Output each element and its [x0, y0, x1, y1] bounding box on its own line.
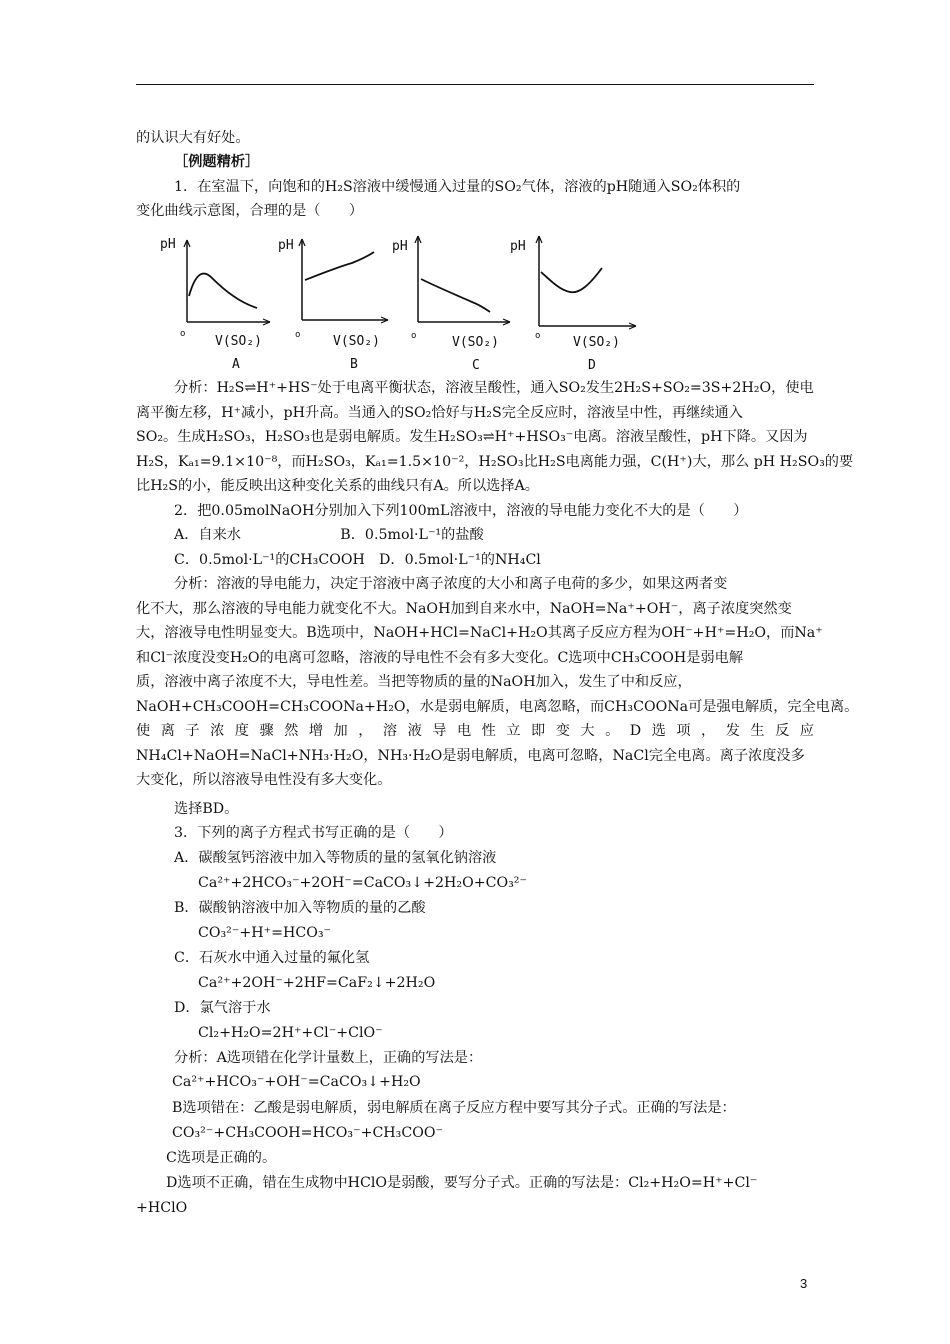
graph-c	[392, 236, 510, 373]
equation-line: Ca²⁺+2HCO₃⁻+2OH⁻=CaCO₃↓+2H₂O+CO₃²⁻	[198, 875, 527, 891]
text-line: 的认识大有好处。	[136, 130, 250, 146]
text-line: 大，溶液导电性明显变大。B选项中，NaOH+HCl=NaCl+H₂O其离子反应方程为OH⁻+H⁺=H₂O，而Na⁺	[136, 625, 823, 641]
ph-graphs-figure	[160, 226, 650, 376]
graph-a	[160, 237, 270, 372]
text-line: 化不大，那么溶液的导电能力就变化不大。NaOH加到自来水中，NaOH=Na⁺+OH⁻，离子浓度突然变	[136, 601, 792, 617]
text-line: NH₄Cl+NaOH=NaCl+NH₃·H₂O，NH₃·H₂O是弱电解质，电离可忽略，NaCl完全电离。离子浓度没多	[136, 748, 805, 764]
graph-xlabel: V(SO₂)	[452, 335, 499, 350]
option-line: C．石灰水中通入过量的氟化氢	[174, 950, 370, 966]
graph-ylabel: pH	[510, 239, 526, 254]
axis-arrows	[536, 236, 636, 329]
analysis-2: 分析：溶液的导电能力，决定于溶液中离子浓度的大小和离子电荷的多少，如果这两者变	[174, 576, 728, 592]
option-line: A．自来水 B．0.5mol·L⁻¹的盐酸	[174, 527, 484, 543]
graph-option-label: C	[472, 358, 480, 373]
graph-option-label: B	[350, 357, 358, 372]
curve-d	[541, 268, 602, 292]
text-line: 和Cl⁻浓度没变H₂O的电离可忽略，溶液的导电性不会有多大变化。C选项中CH₃COOH是弱电解	[136, 650, 744, 666]
option-line: C．0.5mol·L⁻¹的CH₃COOH D．0.5mol·L⁻¹的NH₄Cl	[174, 552, 541, 568]
text-line: D选项不正确，错在生成物中HClO是弱酸，要写分子式。正确的写法是：Cl₂+H₂O=H⁺+Cl⁻	[166, 1175, 758, 1191]
graph-origin: o	[180, 329, 186, 339]
equation-line: Ca²⁺+HCO₃⁻+OH⁻=CaCO₃↓+H₂O	[172, 1074, 421, 1090]
curve-a	[189, 274, 257, 308]
graph-xlabel: V(SO₂)	[573, 335, 620, 350]
axis-arrows	[184, 240, 270, 325]
curve-c	[421, 279, 490, 312]
text-line: +HClO	[136, 1200, 188, 1216]
graph-xlabel: V(SO₂)	[333, 334, 380, 349]
graph-option-label: A	[232, 357, 240, 372]
equation-line: Ca²⁺+2OH⁻+2HF=CaF₂↓+2H₂O	[198, 975, 436, 991]
text-line: C选项是正确的。	[166, 1150, 277, 1166]
text-line: NaOH+CH₃COOH=CH₃COONa+H₂O，水是弱电解质，电离忽略，而CH₃COONa可是强电解质，完全电离。	[136, 699, 859, 715]
graph-xlabel: V(SO₂)	[215, 334, 262, 349]
graph-origin: o	[535, 331, 541, 341]
section-heading: ［例题精析］	[174, 154, 260, 170]
curve-b	[305, 252, 374, 280]
question-3: 3．下列的离子方程式书写正确的是（ ）	[174, 825, 453, 841]
text-line: H₂S，Kₐ₁=9.1×10⁻⁸，而H₂SO₃，Kₐ₁=1.5×10⁻²，H₂SO₃比H₂S电离能力强，C(H⁺)大，那么 pH H₂SO₃的要	[136, 454, 854, 470]
page-number: 3	[800, 1276, 808, 1291]
text-line: SO₂。生成H₂SO₃，H₂SO₃也是弱电解质。发生H₂SO₃⇌H⁺+HSO₃⁻电离。溶液呈酸性，pH下降。又因为	[136, 429, 808, 445]
graph-origin: o	[295, 330, 301, 340]
analysis-1: 分析：H₂S⇌H⁺+HS⁻处于电离平衡状态，溶液呈酸性，通入SO₂发生2H₂S+SO₂=3S+2H₂O，使电	[174, 380, 814, 396]
option-line: B．碳酸钠溶液中加入等物质的量的乙酸	[174, 900, 426, 916]
header-rule	[136, 84, 814, 85]
graph-ylabel: pH	[278, 238, 294, 253]
graph-ylabel: pH	[392, 239, 408, 254]
graph-option-label: D	[588, 358, 596, 373]
text-line: 质，溶液中离子浓度不大，导电性差。当把等物质的量的NaOH加入，发生了中和反应，	[136, 674, 692, 690]
answer-line: 选择BD。	[174, 801, 239, 817]
axis-arrows	[415, 236, 510, 325]
text-line: B选项错在：乙酸是弱电解质，弱电解质在离子反应方程中要写其分子式。正确的写法是：	[172, 1100, 736, 1116]
option-line: A．碳酸氢钙溶液中加入等物质的量的氢氧化钠溶液	[174, 850, 497, 866]
option-line: D．氯气溶于水	[174, 1000, 271, 1016]
equation-line: CO₃²⁻+CH₃COOH=HCO₃⁻+CH₃COO⁻	[172, 1125, 443, 1141]
text-line: 变化曲线示意图，合理的是（ ）	[136, 203, 364, 219]
graph-b	[278, 238, 388, 372]
equation-line: CO₃²⁻+H⁺=HCO₃⁻	[198, 925, 332, 941]
question-2: 2．把0.05molNaOH分别加入下列100mL溶液中，溶液的导电能力变化不大的是（ ）	[174, 503, 748, 519]
text-line: 比H₂S的小，能反映出这种变化关系的曲线只有A。所以选择A。	[136, 478, 539, 494]
text-line: 使离子浓度骤然增加，溶液导电性立即变大。D选项，发生反应	[136, 723, 814, 739]
graph-d	[510, 236, 636, 373]
question-1: 1．在室温下，向饱和的H₂S溶液中缓慢通入过量的SO₂气体，溶液的pH随通入SO₂体积的	[174, 179, 741, 195]
axis-arrows	[299, 239, 388, 323]
text-line: 大变化，所以溶液导电性没有多大变化。	[136, 772, 392, 788]
graph-origin: o	[411, 331, 417, 341]
equation-line: Cl₂+H₂O=2H⁺+Cl⁻+ClO⁻	[198, 1025, 383, 1041]
graph-ylabel: pH	[160, 237, 176, 252]
analysis-3: 分析：A选项错在化学计量数上，正确的写法是：	[174, 1050, 483, 1066]
text-line: 离平衡左移，H⁺减小，pH升高。当通入的SO₂恰好与H₂S完全反应时，溶液呈中性，再继续通入	[136, 405, 743, 421]
